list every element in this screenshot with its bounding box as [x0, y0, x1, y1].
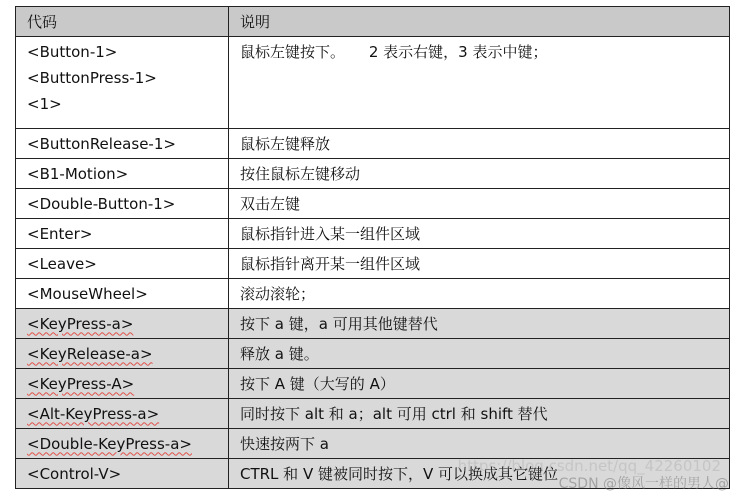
event-binding-table	[15, 6, 730, 489]
table-row	[16, 459, 730, 489]
code-text: <Double-KeyPress-a>	[27, 434, 192, 453]
code-text: <Alt-KeyPress-a>	[27, 404, 160, 423]
code-cell: <Double-Button-1>	[16, 189, 229, 219]
code-cell	[16, 369, 229, 399]
code-cell	[16, 339, 229, 369]
description-cell: 同时按下 alt 和 a；alt 可用 ctrl 和 shift 替代	[229, 399, 730, 429]
header-code: 代码	[16, 7, 229, 37]
description-cell: 按下 A 键（大写的 A）	[229, 369, 730, 399]
description-cell	[229, 37, 730, 129]
table-row	[16, 279, 730, 309]
code-cell	[16, 37, 229, 129]
description-cell: 按住鼠标左键移动	[229, 159, 730, 189]
table-row	[16, 429, 730, 459]
table-row	[16, 159, 730, 189]
table-row	[16, 189, 730, 219]
table-row	[16, 37, 730, 129]
description-cell: 鼠标指针进入某一组件区域	[229, 219, 730, 249]
table-row	[16, 339, 730, 369]
table-row	[16, 369, 730, 399]
description-cell: 双击左键	[229, 189, 730, 219]
code-cell: <Leave>	[16, 249, 229, 279]
code-cell: <Enter>	[16, 219, 229, 249]
code-cell: <B1-Motion>	[16, 159, 229, 189]
code-cell: <Control-V>	[16, 459, 229, 489]
code-text: <KeyPress-A>	[27, 374, 135, 393]
description-cell: 释放 a 键。	[229, 339, 730, 369]
table-row	[16, 399, 730, 429]
description-cell: 鼠标指针离开某一组件区域	[229, 249, 730, 279]
code-cell: <ButtonRelease-1>	[16, 129, 229, 159]
description-text: 鼠标左键按下。 2 表示右键，3 表示中键；	[240, 43, 548, 61]
code-cell	[16, 309, 229, 339]
description-cell: 按下 a 键，a 可用其他键替代	[229, 309, 730, 339]
table-row	[16, 219, 730, 249]
watermark-url: https://blog.csdn.net/qq_42260102	[457, 457, 721, 475]
table-row	[16, 129, 730, 159]
table-row	[16, 309, 730, 339]
event-binding-table-container	[15, 6, 729, 489]
code-text: <ButtonPress-1>	[27, 69, 157, 87]
description-cell: CTRL 和 V 键被同时按下，V 可以换成其它键位	[229, 459, 730, 489]
code-text: <KeyRelease-a>	[27, 344, 153, 363]
table-header-row	[16, 7, 730, 37]
code-text: <Button-1>	[27, 43, 118, 61]
watermark-author: CSDN @像风一样的男人@	[558, 476, 729, 492]
description-cell: 快速按两下 a	[229, 429, 730, 459]
table-row	[16, 249, 730, 279]
code-text: <1>	[27, 95, 62, 113]
description-cell: 鼠标左键释放	[229, 129, 730, 159]
code-cell	[16, 399, 229, 429]
description-cell: 滚动滚轮；	[229, 279, 730, 309]
code-cell: <MouseWheel>	[16, 279, 229, 309]
code-cell	[16, 429, 229, 459]
header-description: 说明	[229, 7, 730, 37]
code-text: <KeyPress-a>	[27, 314, 134, 333]
